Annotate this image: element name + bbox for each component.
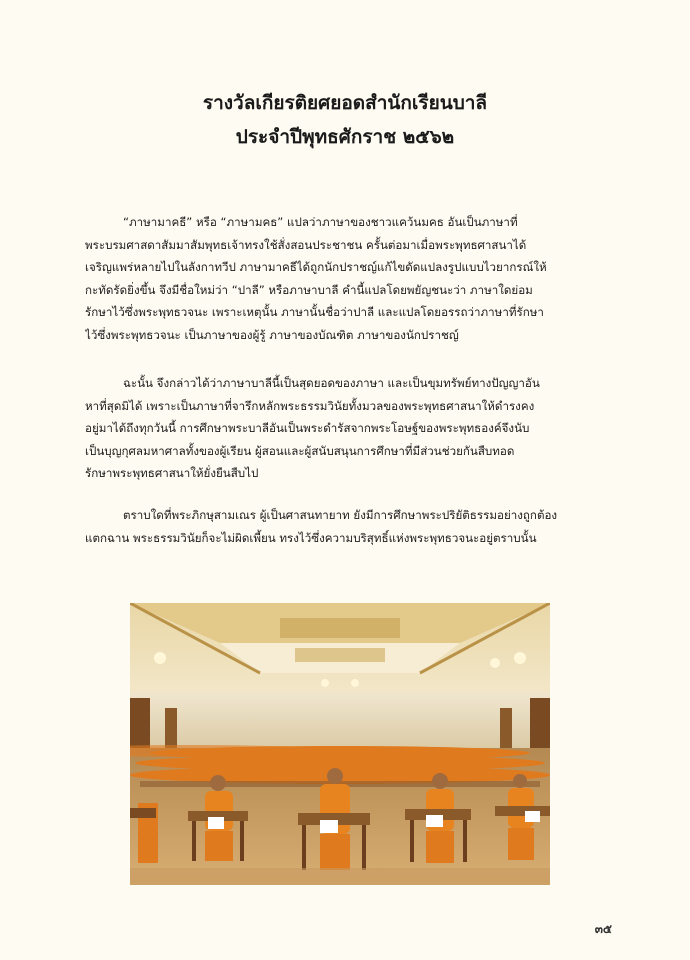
paragraph-line: เจริญแพร่หลายไปในลังกาทวีป ภาษามาคธีได้ถูกนักปราชญ์แก้ไขดัดแปลงรูปแบบไวยากรณ์ให้ [85,260,547,274]
paragraph-line: รักษาพระพุทธศาสนาให้ยั่งยืนสืบไป [85,466,259,480]
paragraph-1 [85,211,610,346]
paragraph-line: เป็นบุญกุศลมหาศาลทั้งของผู้เรียน ผู้สอนและผู้สนับสนุนการศึกษาที่มีส่วนช่วยกันสืบทอด [85,443,515,458]
paragraph-line: อยู่มาได้ถึงทุกวันนี้ การศึกษาพระบาลีอันเป็นพระดำรัสจากพระโอษฐ์ของพระพุทธองค์จึงนับ [85,421,530,435]
title-line-1: รางวัลเกียรติยศยอดสำนักเรียนบาลี [202,92,488,114]
paragraph-3 [85,504,610,549]
paragraph-line: กะทัดรัดยิ่งขึ้น จึงมีชื่อใหม่ว่า “ปาลี” หรือภาษาบาลี คำนี้แปลโดยพยัญชนะว่า ภาษาใดย่อม [85,282,533,297]
page-number: ๓๕ [594,922,612,936]
paragraph-line: ตราบใดที่พระภิกษุสามเณร ผู้เป็นศาสนทายาท ยังมีการศึกษาพระปริยัติธรรมอย่างถูกต้อง [123,508,558,522]
paragraph-line: ไว้ซึ่งพระพุทธวจนะ เป็นภาษาของผู้รู้ ภาษาของบัณฑิต ภาษาของนักปราชญ์ [85,327,459,342]
paragraph-line: แตกฉาน พระธรรมวินัยก็จะไม่ผิดเพี้ยน ทรงไว้ซึ่งความบริสุทธิ์แห่งพระพุทธวจนะอยู่ตราบนั้น [85,530,537,545]
document-title [0,86,690,154]
paragraph-2 [85,372,610,485]
exam-hall-illustration [130,603,550,885]
exam-hall-photo [130,603,550,885]
paragraph-line: รักษาไว้ซึ่งพระพุทธวจนะ เพราะเหตุนั้น ภาษานั้นชื่อว่าปาลี และแปลโดยอรรถว่าภาษาที่รักษา [85,305,544,319]
paragraph-line: “ภาษามาคธี” หรือ “ภาษามคธ” แปลว่าภาษาของชาวแคว้นมคธ อันเป็นภาษาที่ [123,215,518,229]
paragraph-line: พระบรมศาสดาสัมมาสัมพุทธเจ้าทรงใช้สั่งสอนประชาชน ครั้นต่อมาเมื่อพระพุทธศาสนาได้ [85,237,527,252]
paragraph-line: ฉะนั้น จึงกล่าวได้ว่าภาษาบาลีนี้เป็นสุดยอดของภาษา และเป็นขุมทรัพย์ทางปัญญาอัน [123,376,540,390]
paragraph-line: หาที่สุดมิได้ เพราะเป็นภาษาที่จารึกหลักพระธรรมวินัยทั้งมวลของพระพุทธศาสนาให้ดำรงคง [85,398,535,413]
title-line-2: ประจำปีพุทธศักราช ๒๕๖๒ [235,126,455,148]
